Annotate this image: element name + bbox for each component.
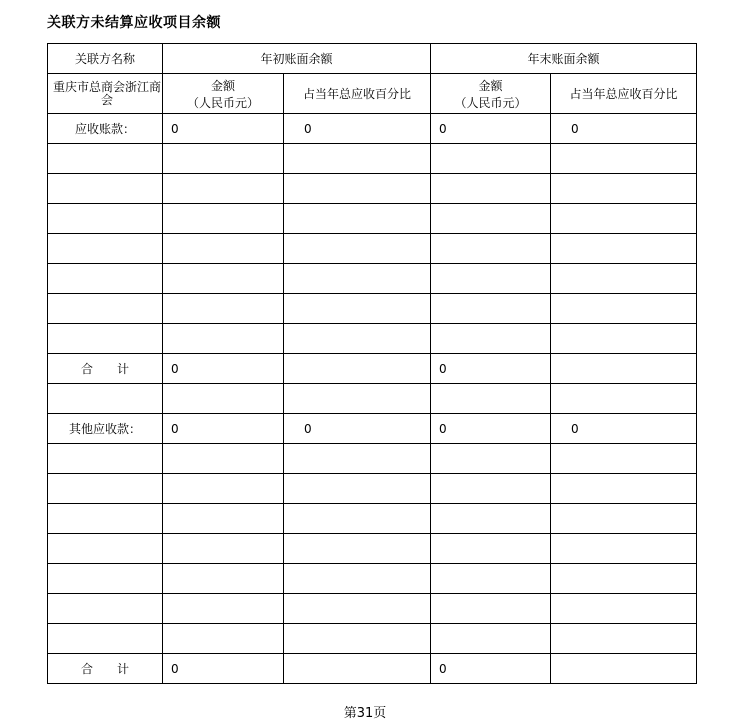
table-row [48,204,697,234]
opening-ratio-cell: 0 [284,114,431,144]
table-row [48,324,697,354]
total-row [48,654,697,684]
total-closing-amount: 0 [431,354,551,384]
header-opening-balance: 年初账面余额 [163,44,431,74]
total-label: 合 计 [48,654,163,684]
table-row [48,174,697,204]
opening-amount-cell: 0 [163,414,284,444]
table-row [48,444,697,474]
amount-currency-label: （人民币元） [186,95,259,110]
header-opening-amount [163,74,284,114]
table-row [48,234,697,264]
closing-ratio-cell: 0 [551,414,697,444]
table-row [48,474,697,504]
closing-amount-cell: 0 [431,414,551,444]
opening-amount-cell: 0 [163,114,284,144]
amount-label: 金额 [478,78,503,93]
opening-ratio-cell: 0 [284,414,431,444]
table-row [48,384,697,414]
total-opening-amount: 0 [163,354,284,384]
table-row [48,624,697,654]
table-row [48,144,697,174]
page-number: 第31页 [343,706,387,721]
header-closing-balance: 年末账面余额 [431,44,697,74]
header-closing-ratio: 占当年总应收百分比 [551,74,697,114]
table-row [48,504,697,534]
closing-ratio-cell: 0 [551,114,697,144]
total-opening-amount: 0 [163,654,284,684]
table-row [48,264,697,294]
table-row [48,414,697,444]
page-title: 关联方未结算应收项目余额 [47,15,221,31]
header-opening-ratio: 占当年总应收百分比 [284,74,431,114]
total-label: 合 计 [48,354,163,384]
section-label: 其他应收款： [48,414,163,444]
section-label: 应收账款： [48,114,163,144]
table-row [48,294,697,324]
table-row [48,534,697,564]
party-name-cell: 重庆市总商会浙江商会 [48,74,163,114]
receivables-table [47,43,697,684]
amount-label: 金额 [210,78,235,93]
table-row [48,564,697,594]
table-row [48,114,697,144]
header-party-name: 关联方名称 [48,44,163,74]
amount-currency-label: （人民币元） [454,95,527,110]
closing-amount-cell: 0 [431,114,551,144]
total-row [48,354,697,384]
header-closing-amount [431,74,551,114]
total-closing-amount: 0 [431,654,551,684]
table-row [48,594,697,624]
